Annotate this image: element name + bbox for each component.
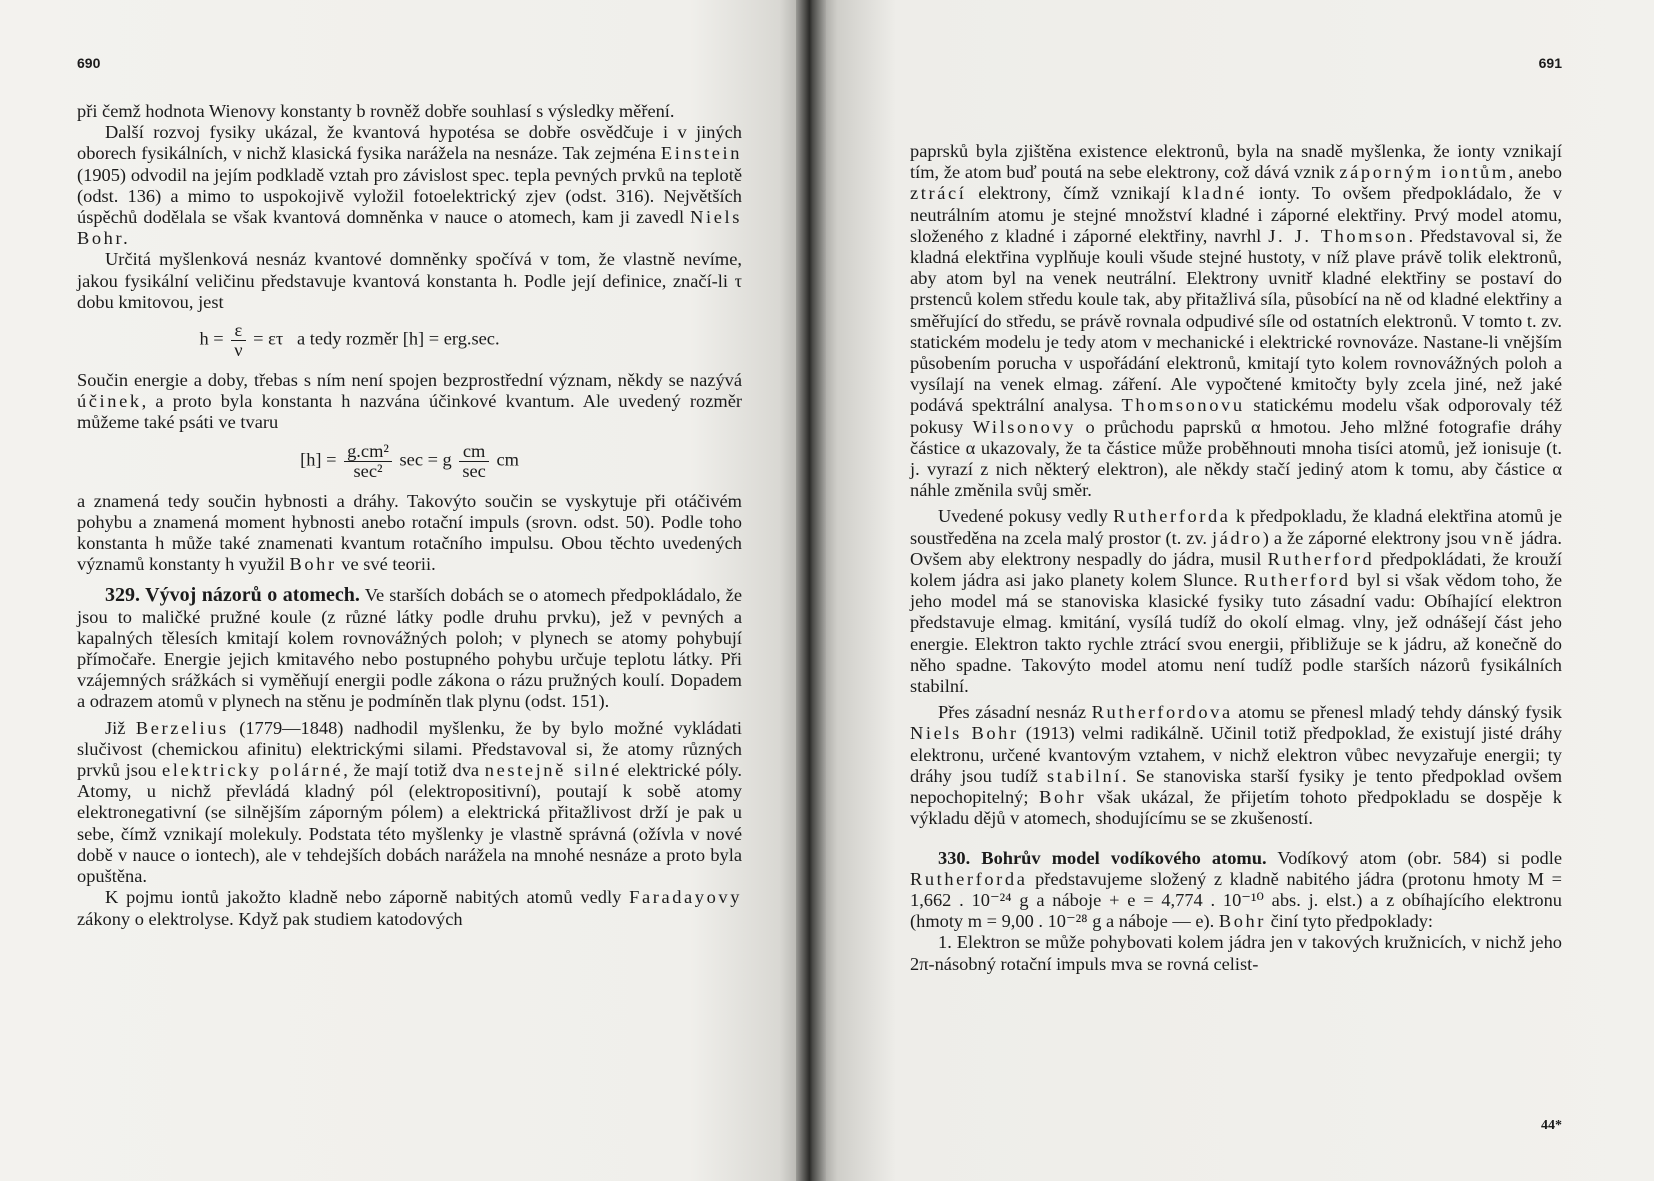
spaced-name: Niels Bohr. xyxy=(77,207,742,249)
eq-rhs: cm xyxy=(496,449,519,470)
spaced-name: Niels Bohr xyxy=(910,723,1019,744)
paragraph xyxy=(910,702,1562,829)
section-329 xyxy=(77,585,742,712)
paragraph-text: Ve starších dobách se o atomech předpokládalo, že jsou to maličké pružné koule (z různé látky podle druhu prvku), jež v pevných a kapalných tělesích kmitají kolem rovnovážných poloh; v plynech se atomy pohybují přímočaře. Energie jejich kmitavého nebo postupného pohybu určuje teplotu látky. Při vzájemných srážkách si vyměňují energii podle zákona o rázu pružných koulí. Dopadem a odrazem atomů v plynech na stěnu je podmíněn tlak plynu (odst. 151). xyxy=(77,585,742,712)
paragraph-text: o průchodu paprsků α hmotou. Jeho mlžné fotografie dráhy částice α ukazovaly, že ta částice může proběhnouti mnoha tisíci atomů, jež ionisuje (t. j. vyrazí z nich některý elektron), ale někdy stačí jediný atom k tomu, aby částice α náhle změnila svůj směr. xyxy=(910,416,1562,501)
paragraph xyxy=(910,506,1562,697)
paragraph-text: Určitá myšlenková nesnáz kvantové domněnky spočívá v tom, že vlastně nevíme, jakou fysikální veličinu představuje kvantová konstanta h. Podle její definice, značí-li τ dobu kmitovou, jest xyxy=(77,249,742,312)
spaced-name: Bohr xyxy=(1039,787,1087,808)
paragraph-text: atomu se přenesl mladý tehdy dánský fysik xyxy=(1232,702,1562,723)
paragraph-text: (1905) odvodil na jejím podkladě vztah pro závislost spec. tepla pevných prvků na teplotě (odst. 136) a mimo to uspokojivě vyložil fotoelektrický zjev (odst. 316). Největších úspěchů dodělala se však kvantová domněnka v nauce o atomech, kam ji zavedl xyxy=(77,164,742,228)
spaced-term: ztrácí xyxy=(910,183,967,204)
paragraph-text: ve své teorii. xyxy=(336,554,436,575)
signature-mark: 44* xyxy=(1541,1118,1562,1133)
section-heading: 329. Vývoj názorů o atomech. xyxy=(105,584,360,607)
spaced-term: záporným iontům xyxy=(1339,162,1509,183)
book-gutter xyxy=(796,0,826,1181)
spaced-term: elektricky polárné xyxy=(162,760,344,781)
top-spacer xyxy=(910,101,1562,141)
paragraph-text: však ukázal, že přijetím tohoto předpokladu se dospěje k výkladu dějů v atomech, shodujícímu se se zkušeností. xyxy=(910,787,1562,829)
spaced-name: Thomsonovu xyxy=(1121,395,1245,416)
right-page xyxy=(812,0,1654,1181)
spaced-term: nestejně silné xyxy=(484,760,622,781)
equation-dimension xyxy=(77,442,742,481)
spaced-name: Berzelius xyxy=(135,717,229,738)
paragraph-text: statickému modelu však odporovaly též pokusy xyxy=(910,395,1562,437)
left-page-text xyxy=(77,101,742,930)
paragraph-text: (1779—1848) nadhodil myšlenku, že by bylo možné vykládati slučivost (chemickou afinitu) elektrickými silami. Představoval si, že atomy různých prvků jsou xyxy=(77,717,743,781)
paragraph xyxy=(910,141,1562,501)
spaced-name: Rutherfordova xyxy=(1091,702,1233,723)
eq-lhs: h = xyxy=(199,328,224,349)
fraction-denominator: sec² xyxy=(353,460,383,481)
fraction-numerator: ε xyxy=(231,321,245,341)
paragraph xyxy=(77,101,742,122)
paragraph-text: Další rozvoj fysiky ukázal, že kvantová hypotésa se dobře osvědčuje i v jiných oborech fysikálních, v nichž klasická fysika narážela na nesnáze. Tak zejména xyxy=(77,122,742,164)
spaced-name: Bohr xyxy=(1218,911,1267,932)
paragraph xyxy=(77,491,742,576)
left-page xyxy=(0,0,812,1181)
paragraph-text: . Se stanoviska starší fysiky je tento předpoklad ovšem nepochopitelný; xyxy=(910,765,1562,808)
fraction-numerator: cm xyxy=(459,442,488,462)
spaced-term: účinek xyxy=(77,391,142,412)
paragraph-text: a znamená tedy součin hybnosti a dráhy. Takovýto součin se vyskytuje při otáčivém pohybu a znamená moment hybnosti anebo rotační impuls (srovn. odst. 50). Podle toho konstanta h může také znamenati kvantum rotačního impulsu. Obou těchto uvedených významů konstanty h využil xyxy=(77,490,742,575)
paragraph-text: při čemž hodnota Wienovy konstanty b rovněž dobře souhlasí s výsledky měření. xyxy=(77,101,675,121)
paragraph-text: Vodíkový atom (obr. 584) si podle xyxy=(1266,847,1562,868)
fraction xyxy=(231,321,245,360)
paragraph xyxy=(77,718,742,888)
paragraph-text: elektrony, čímž vznikají xyxy=(966,183,1183,204)
paragraph-text: činí tyto předpoklady: xyxy=(1266,911,1434,932)
paragraph-text: , anebo xyxy=(1508,162,1563,183)
paragraph xyxy=(77,249,742,313)
fraction-numerator: g.cm² xyxy=(344,442,392,462)
section-330 xyxy=(910,848,1562,933)
paragraph-text: ) a že záporné elektrony jsou xyxy=(1262,527,1482,548)
paragraph-text: 1. Elektron se může pohybovati kolem jádra jen v takových kružnicích, v nichž jeho 2π-násobný rotační impuls mva se rovná celist- xyxy=(910,932,1562,974)
spaced-term: vně xyxy=(1481,527,1516,548)
spaced-name: Bohr xyxy=(289,554,337,575)
spaced-term: kladné xyxy=(1182,183,1247,204)
fraction-denominator: ν xyxy=(234,340,243,361)
spaced-term: stabilní xyxy=(1047,765,1122,786)
eq-rhs: = ετ a tedy rozměr [h] = erg.sec. xyxy=(253,328,500,349)
paragraph-text: k předpokladu, že kladná elektřina atomů je soustředěna na zcela malý prostor (t. zv. xyxy=(910,506,1562,548)
paragraph-text: (1913) velmi radikálně. Učinil totiž předpoklad, že existují jisté dráhy elektronu, určené kvantovým vztahem, v nichž elektron vůbec nevyzařuje energii; ty dráhy jsou tudíž xyxy=(910,723,1562,786)
paragraph-text: Již xyxy=(105,717,136,738)
spaced-name: Einstein xyxy=(660,143,742,164)
paragraph-text: Součin energie a doby, třebas s ním není spojen bezprostřední význam, někdy se nazývá xyxy=(77,370,742,391)
paragraph xyxy=(77,370,742,434)
spaced-name: J. J. Thomson xyxy=(1268,225,1409,246)
paragraph-text: zákony o elektrolyse. Když pak studiem katodových xyxy=(77,908,463,929)
right-page-text xyxy=(910,141,1562,975)
section-heading: 330. Bohrův model vodíkového atomu. xyxy=(938,847,1267,868)
spaced-name: Rutherforda xyxy=(1113,506,1231,527)
paragraph-text: jádra. Ovšem aby elektrony nespadly do jádra, musil xyxy=(910,527,1562,569)
paragraph-text: Přes zásadní nesnáz xyxy=(938,702,1092,723)
paragraph-text: K pojmu iontů jakožto kladně nebo záporně nabitých atomů vedly xyxy=(105,887,630,908)
page-number-right: 691 xyxy=(1538,55,1562,71)
paragraph xyxy=(77,122,742,249)
paragraph-text: . Představoval si, že kladná elektřina vyplňuje kouli všude stejné hustoty, v níž plave právě tolik elektronů, aby atom byl na venek neutrální. Elektrony uvnitř kladné elektřiny se postaví do prstenců kolem středu koule tak, aby přitažlivá síla, působící na ně od kladné elektřiny a směřující do středu, se právě rovnala odpudivé síle od ostatních elektronů. V tomto t. zv. statickém modelu je tedy atom v mechanické i elektrické rovnováze. Nastane-li vnějším působením porucha v uspořádání elektronů, kmitají tyto kolem rovnovážných poloh a vysílají na venek elmag. záření. Ale vypočtené kmitočty byly zcela jiné, než jaké podává spektrální analysa. xyxy=(910,225,1563,416)
paragraph-text: ionty. To ovšem předpokládalo, že v neutrálním atomu je stejné množství kladné i záporné elektřiny. Prvý model atomu, složeného z kladné i záporné elektřiny, navrhl xyxy=(910,183,1562,246)
paragraph xyxy=(77,887,742,929)
paragraph-text: představujeme složený z kladně nabitého jádra (protonu hmoty M = 1,662 . 10⁻²⁴ g a náboje + e = 4,774 . 10⁻¹⁰ abs. j. elst.) a z obíhajícího elektronu (hmoty m = 9,00 . 10⁻²⁸ g a náboje — e). xyxy=(910,868,1562,932)
paragraph-text: předpokládati, že krouží kolem jádra asi jako planety kolem Slunce. xyxy=(910,548,1562,591)
spaced-name: Rutherforda xyxy=(910,868,1028,889)
equation-h xyxy=(0,321,742,360)
fraction-denominator: sec xyxy=(462,460,486,481)
page-number-left: 690 xyxy=(77,55,101,71)
paragraph-text: , že mají totiž dva xyxy=(343,760,485,781)
list-item xyxy=(910,932,1562,974)
paragraph-text: , a proto byla konstanta h nazvána účinkové kvantum. Ale uvedený rozměr můžeme také psáti ve tvaru xyxy=(77,391,742,433)
paragraph-text: byl si však vědom toho, že jeho model má se stanoviska klasické fysiky tuto zásadní vadu: Obíhající elektron představuje elmag. kmitání, vysílá tudíž do okolí elmag. vlny, jež odnášejí část jeho energie. Elektron takto rychle ztrácí svou energii, přibližuje se k jádru, až konečně do něho spadne. Takovýto model atomu není tudíž podle starších názorů fysikálních stabilní. xyxy=(910,570,1562,697)
eq-mid: sec = g xyxy=(399,449,452,470)
spaced-name: Rutherford xyxy=(1244,570,1351,591)
eq-lhs: [h] = xyxy=(300,449,337,470)
spaced-name: Rutherford xyxy=(1267,548,1375,569)
spaced-term: jádro xyxy=(1211,527,1263,548)
paragraph-text: paprsků byla zjištěna existence elektronů, byla na snadě myšlenka, že ionty vznikají tím, že atom buď poutá na sebe elektrony, což dává vznik xyxy=(910,141,1562,183)
spaced-name: Wilsonovy xyxy=(972,416,1077,437)
spaced-name: Faradayovy xyxy=(629,887,742,908)
fraction xyxy=(459,442,488,481)
fraction xyxy=(344,442,392,481)
paragraph-text: elektrické póly. Atomy, u nichž převládá kladný pól (elektropositivní), poutají k sobě atomy elektronegativní (se silnějším záporným pólem) a elektrická přitažlivost drží je pak u sebe, čímž vznikají molekuly. Podstata této myšlenky je vlastně správná (ožívla v nové době v nauce o iontech), ale v tehdejších dobách narážela na mnohé nesnáze a proto byla opuštěna. xyxy=(77,760,742,887)
paragraph-text: Uvedené pokusy vedly xyxy=(938,506,1114,527)
